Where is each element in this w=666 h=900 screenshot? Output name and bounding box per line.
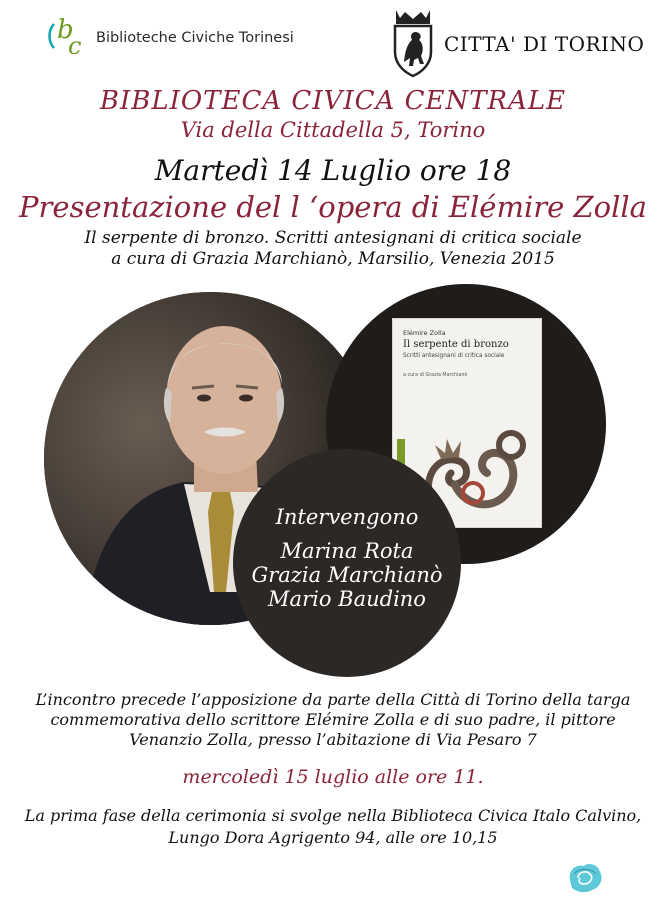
rose-icon (566, 860, 604, 894)
speakers-circle (233, 449, 461, 677)
biblioteche-civiche-logo-icon (44, 10, 90, 60)
biblioteche-civiche-logo (44, 10, 294, 60)
torino-crest-icon (388, 6, 438, 78)
speaker-name: Marina Rota (280, 539, 414, 563)
speaker-name: Grazia Marchianò (251, 563, 443, 587)
book-cover-author: Elémire Zolla (403, 329, 446, 337)
ceremony-line: Lungo Dora Agrigento 94, alle ore 10,15 (168, 828, 498, 847)
note-line: commemorativa dello scrittore Elémire Zolla e di suo padre, il pittore (50, 710, 616, 729)
ceremony-line: La prima fase della cerimonia si svolge nella Biblioteca Civica Italo Calvino, (24, 806, 642, 825)
note-line: L’incontro precede l’apposizione da parte della Città di Torino della targa (35, 690, 631, 709)
citta-di-torino-logo (388, 6, 645, 78)
svg-text:b: b (57, 15, 74, 45)
city-name: CITTA' DI TORINO (444, 32, 645, 56)
venue-name: BIBLIOTECA CIVICA CENTRALE (99, 86, 567, 116)
book-cover-subtitle: Scritti antesignani di critica sociale (403, 353, 505, 359)
note-line: Venanzio Zolla, presso l’abitazione di Via Pesaro 7 (129, 730, 537, 749)
book-cover-curator: a cura di Grazia Marchianò (403, 373, 468, 378)
event-date: Martedì 14 Luglio ore 18 (154, 154, 512, 187)
book-title: Il serpente di bronzo. Scritti antesignani di critica sociale (84, 228, 582, 248)
venue-address: Via della Cittadella 5, Torino (180, 118, 486, 142)
speakers-heading: Intervengono (275, 505, 419, 529)
book-cover-title: Il serpente di bronzo (403, 339, 509, 350)
event-title: Presentazione del l ‘opera di Elémire Zolla (19, 190, 647, 224)
ceremony-date: mercoledì 15 luglio alle ore 11. (182, 766, 484, 788)
svg-text:c: c (68, 32, 82, 60)
speaker-name: Mario Baudino (268, 587, 426, 611)
library-network-name: Biblioteche Civiche Torinesi (96, 30, 294, 46)
book-credits: a cura di Grazia Marchianò, Marsilio, Venezia 2015 (111, 249, 555, 269)
